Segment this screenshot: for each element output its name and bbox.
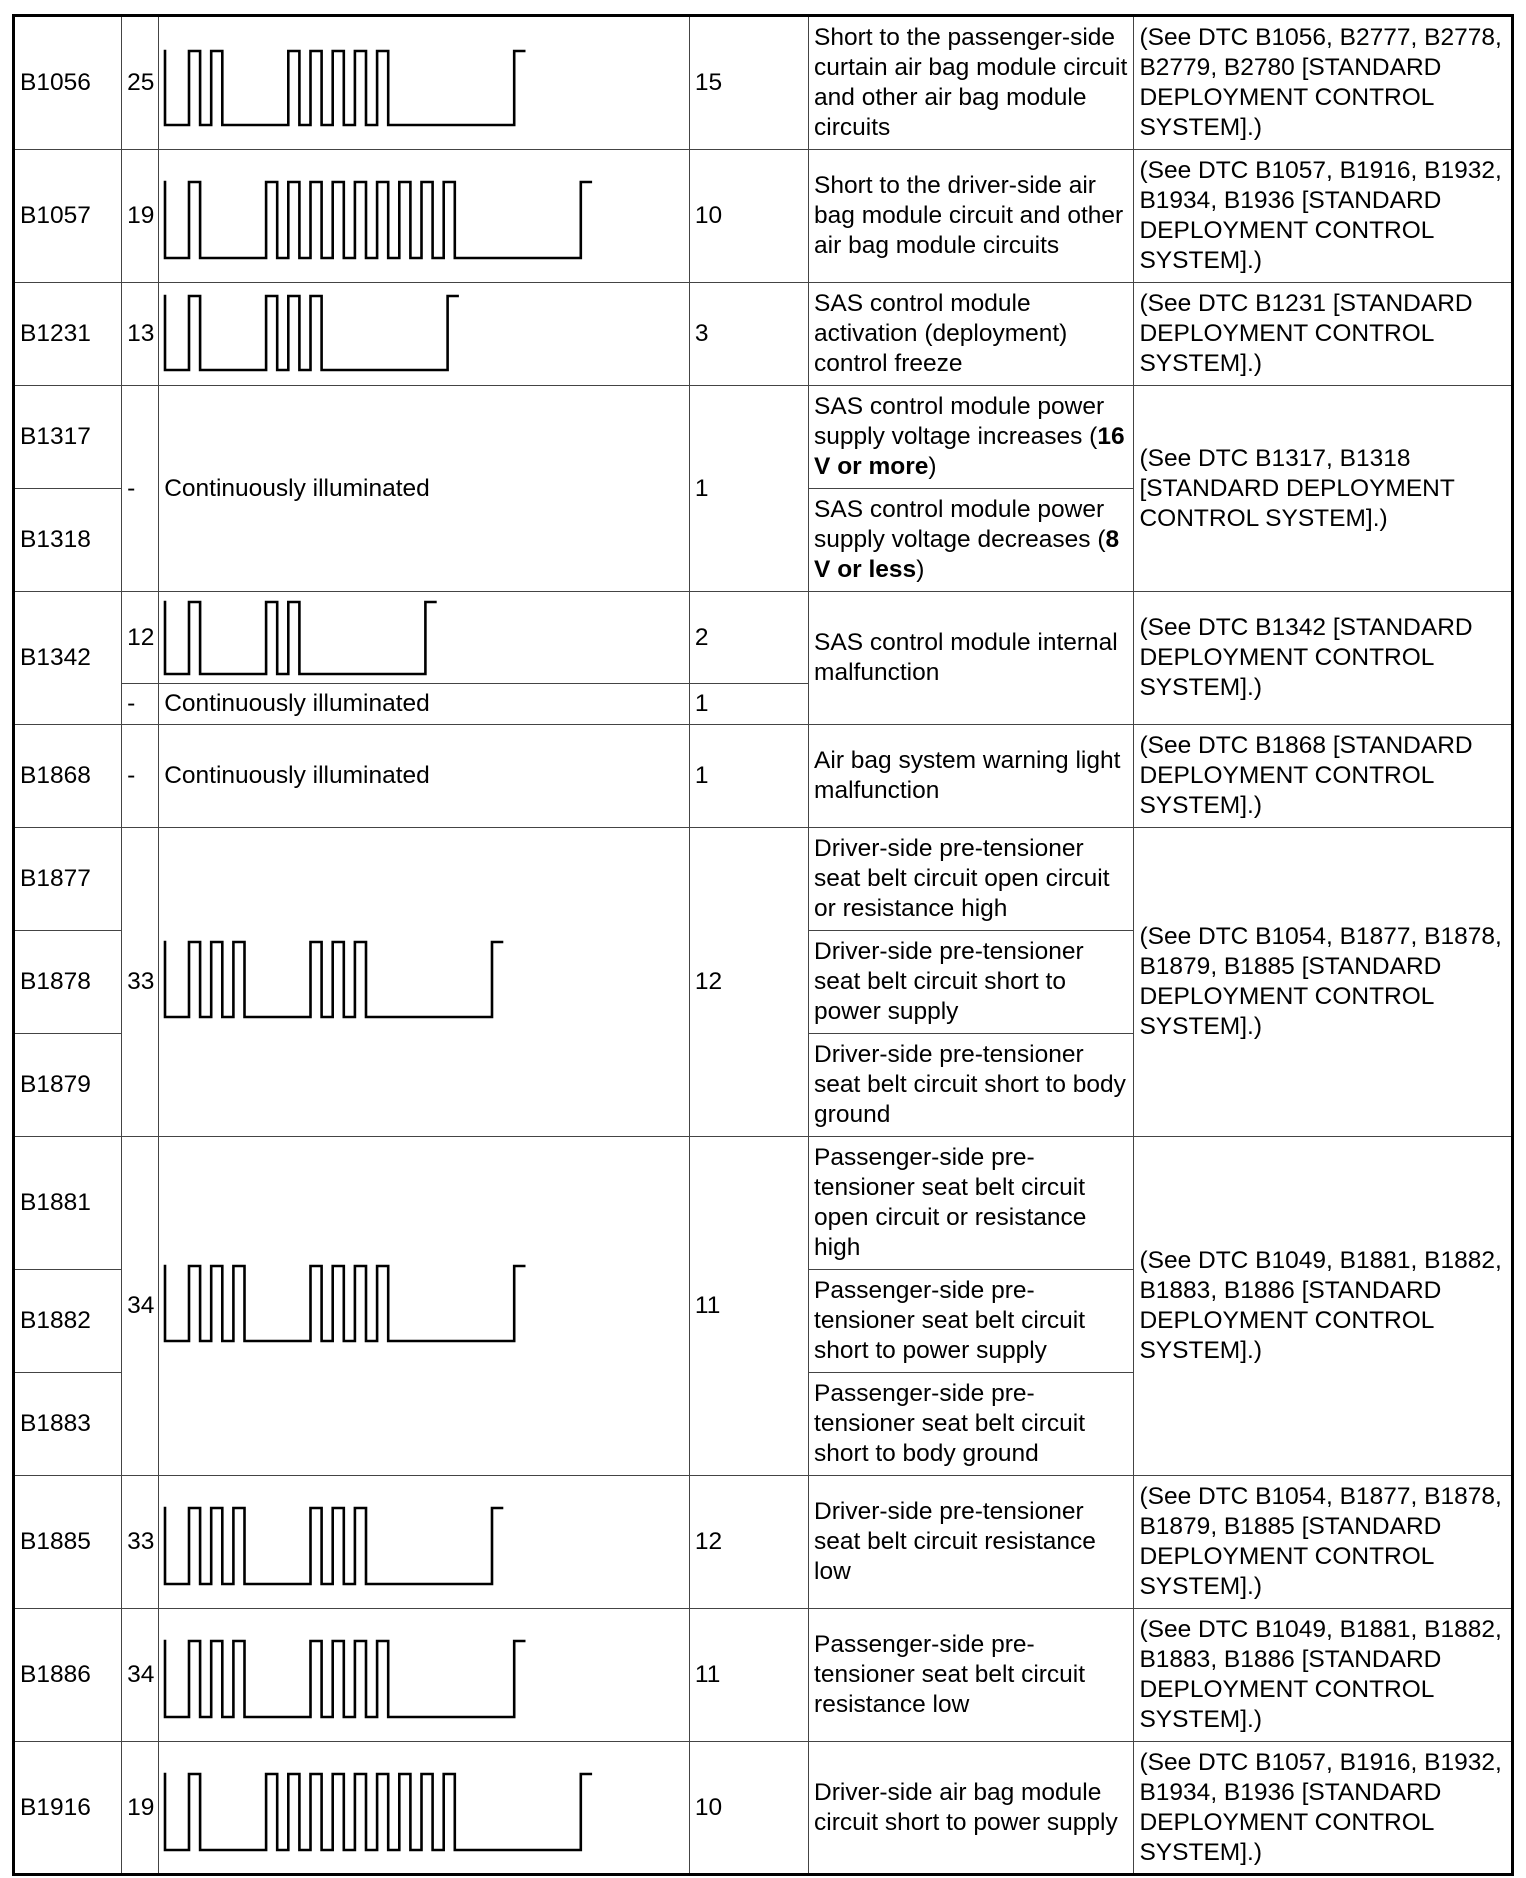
dtc-code: B1057	[14, 150, 122, 283]
flash-waveform-cell	[159, 1476, 690, 1609]
flash-code: 25	[122, 16, 159, 150]
malfunction-condition: Short to the passenger-side curtain air bag module circuit and other air bag module circuits	[809, 16, 1134, 150]
flash-code: 19	[122, 150, 159, 283]
table-row	[14, 1476, 1513, 1609]
malfunction-condition: Air bag system warning light malfunction	[809, 725, 1134, 828]
malfunction-condition: Passenger-side pre-tensioner seat belt circuit short to body ground	[809, 1373, 1134, 1476]
flash-waveform	[159, 1231, 689, 1381]
flash-count: 10	[689, 150, 808, 283]
flash-code: 34	[122, 1609, 159, 1742]
dtc-code: B1878	[14, 931, 122, 1034]
flash-pattern-text: Continuously illuminated	[159, 725, 690, 828]
table-row	[14, 1742, 1513, 1875]
flash-code: -	[122, 684, 159, 725]
table-row	[14, 386, 1513, 489]
flash-count: 1	[689, 725, 808, 828]
dtc-code: B1056	[14, 16, 122, 150]
malfunction-condition: Driver-side pre-tensioner seat belt circuit resistance low	[809, 1476, 1134, 1609]
malfunction-condition: Passenger-side pre-tensioner seat belt circuit open circuit or resistance high	[809, 1137, 1134, 1270]
dtc-reference: (See DTC B1057, B1916, B1932, B1934, B1936 [STANDARD DEPLOYMENT CONTROL SYSTEM].)	[1134, 1742, 1513, 1875]
flash-count: 15	[689, 16, 808, 150]
flash-waveform	[159, 19, 689, 147]
flash-code: 13	[122, 283, 159, 386]
dtc-code: B1886	[14, 1609, 122, 1742]
flash-code: 19	[122, 1742, 159, 1875]
flash-code: 33	[122, 1476, 159, 1609]
dtc-code: B1881	[14, 1137, 122, 1270]
dtc-reference: (See DTC B1317, B1318 [STANDARD DEPLOYMENT CONTROL SYSTEM].)	[1134, 386, 1513, 592]
flash-waveform	[159, 152, 689, 280]
flash-count: 1	[689, 684, 808, 725]
flash-code: 12	[122, 592, 159, 684]
table-row	[14, 283, 1513, 386]
flash-code: 34	[122, 1137, 159, 1476]
dtc-reference: (See DTC B1049, B1881, B1882, B1883, B1886 [STANDARD DEPLOYMENT CONTROL SYSTEM].)	[1134, 1137, 1513, 1476]
dtc-reference: (See DTC B1342 [STANDARD DEPLOYMENT CONTROL SYSTEM].)	[1134, 592, 1513, 725]
flash-code: -	[122, 386, 159, 592]
flash-waveform-cell	[159, 1137, 690, 1476]
flash-waveform-cell	[159, 283, 690, 386]
dtc-reference: (See DTC B1049, B1881, B1882, B1883, B1886 [STANDARD DEPLOYMENT CONTROL SYSTEM].)	[1134, 1609, 1513, 1742]
dtc-code: B1877	[14, 828, 122, 931]
malfunction-condition: Driver-side pre-tensioner seat belt circuit short to body ground	[809, 1034, 1134, 1137]
flash-pattern-text: Continuously illuminated	[159, 386, 690, 592]
flash-count: 11	[689, 1609, 808, 1742]
dtc-code: B1885	[14, 1476, 122, 1609]
dtc-code: B1883	[14, 1373, 122, 1476]
flash-waveform-cell	[159, 150, 690, 283]
malfunction-condition: SAS control module power supply voltage increases (16 V or more)	[809, 386, 1134, 489]
flash-waveform	[159, 594, 689, 682]
dtc-code: B1916	[14, 1742, 122, 1875]
dtc-flash-pattern-table	[12, 14, 1514, 1876]
table-row	[14, 150, 1513, 283]
malfunction-condition: Driver-side pre-tensioner seat belt circuit open circuit or resistance high	[809, 828, 1134, 931]
dtc-code: B1318	[14, 489, 122, 592]
flash-count: 12	[689, 828, 808, 1137]
dtc-reference: (See DTC B1868 [STANDARD DEPLOYMENT CONTROL SYSTEM].)	[1134, 725, 1513, 828]
flash-count: 1	[689, 386, 808, 592]
flash-count: 3	[689, 283, 808, 386]
dtc-reference: (See DTC B1231 [STANDARD DEPLOYMENT CONTROL SYSTEM].)	[1134, 283, 1513, 386]
flash-count: 11	[689, 1137, 808, 1476]
flash-count: 10	[689, 1742, 808, 1875]
flash-code: -	[122, 725, 159, 828]
flash-waveform-cell	[159, 592, 690, 684]
dtc-code: B1317	[14, 386, 122, 489]
table-row	[14, 592, 1513, 684]
dtc-code: B1342	[14, 592, 122, 725]
flash-pattern-text: Continuously illuminated	[159, 684, 690, 725]
flash-waveform-cell	[159, 1742, 690, 1875]
dtc-code: B1231	[14, 283, 122, 386]
flash-waveform-cell	[159, 828, 690, 1137]
dtc-reference: (See DTC B1054, B1877, B1878, B1879, B1885 [STANDARD DEPLOYMENT CONTROL SYSTEM].)	[1134, 1476, 1513, 1609]
table-row	[14, 16, 1513, 150]
dtc-code: B1879	[14, 1034, 122, 1137]
flash-waveform	[159, 284, 689, 384]
malfunction-condition: Short to the driver-side air bag module circuit and other air bag module circuits	[809, 150, 1134, 283]
table-row	[14, 828, 1513, 931]
dtc-code: B1882	[14, 1270, 122, 1373]
flash-waveform	[159, 1744, 689, 1872]
dtc-reference: (See DTC B1056, B2777, B2778, B2779, B2780 [STANDARD DEPLOYMENT CONTROL SYSTEM].)	[1134, 16, 1513, 150]
malfunction-condition: Passenger-side pre-tensioner seat belt circuit resistance low	[809, 1609, 1134, 1742]
flash-waveform-cell	[159, 1609, 690, 1742]
table-row	[14, 725, 1513, 828]
flash-waveform	[159, 1478, 689, 1606]
malfunction-condition: SAS control module internal malfunction	[809, 592, 1134, 725]
flash-waveform-cell	[159, 16, 690, 150]
flash-count: 2	[689, 592, 808, 684]
flash-count: 12	[689, 1476, 808, 1609]
malfunction-condition: SAS control module power supply voltage decreases (8 V or less)	[809, 489, 1134, 592]
malfunction-condition: SAS control module activation (deployment) control freeze	[809, 283, 1134, 386]
malfunction-condition: Driver-side air bag module circuit short to power supply	[809, 1742, 1134, 1875]
flash-code: 33	[122, 828, 159, 1137]
malfunction-condition: Passenger-side pre-tensioner seat belt circuit short to power supply	[809, 1270, 1134, 1373]
table-row	[14, 1137, 1513, 1270]
flash-waveform	[159, 907, 689, 1057]
table-row	[14, 1609, 1513, 1742]
malfunction-condition: Driver-side pre-tensioner seat belt circuit short to power supply	[809, 931, 1134, 1034]
dtc-reference: (See DTC B1054, B1877, B1878, B1879, B1885 [STANDARD DEPLOYMENT CONTROL SYSTEM].)	[1134, 828, 1513, 1137]
flash-waveform	[159, 1611, 689, 1739]
dtc-reference: (See DTC B1057, B1916, B1932, B1934, B1936 [STANDARD DEPLOYMENT CONTROL SYSTEM].)	[1134, 150, 1513, 283]
dtc-code: B1868	[14, 725, 122, 828]
